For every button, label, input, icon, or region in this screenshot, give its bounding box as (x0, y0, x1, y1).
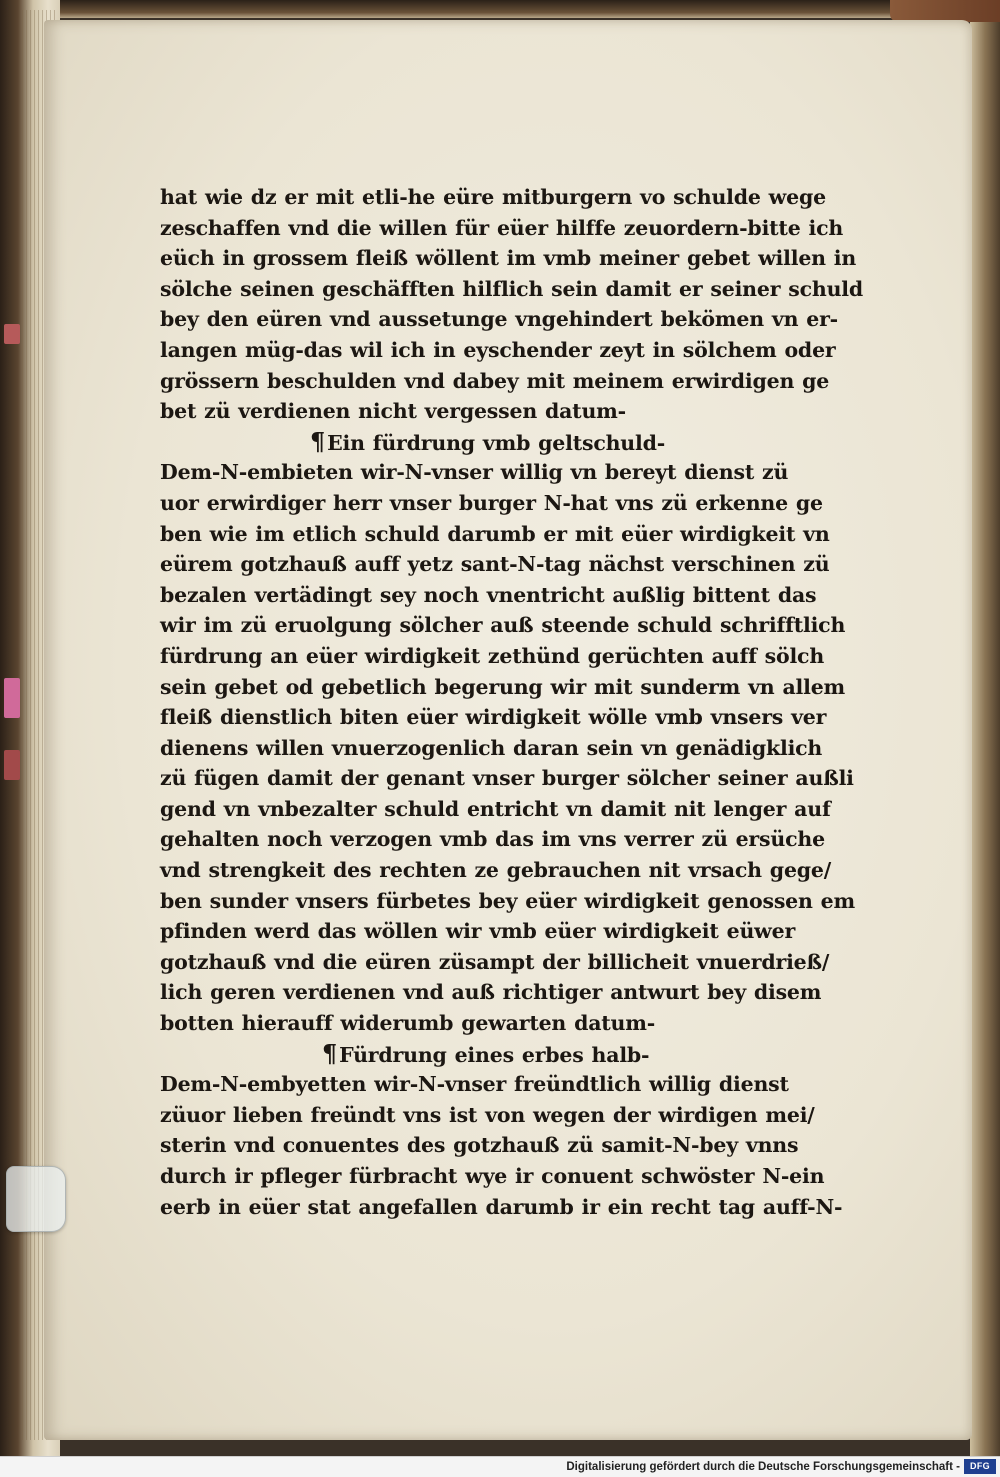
text-line: Dem-N-embyetten wir-N-vnser freündtlich willig dienst (160, 1072, 789, 1097)
text-line: ben sunder vnsers fürbetes bey eüer wirdigkeit genossen em (160, 888, 855, 913)
book-top-edge (0, 0, 1000, 18)
text-line: hat wie dz er mit etli-he eüre mitburgern vo schulde wege (160, 185, 826, 209)
text-line: gehalten noch verzogen vmb das im vns verrer zü ersüche (160, 827, 825, 852)
text-line: fürdrung an eüer wirdigkeit zethünd gerüchten auff sölch (160, 643, 825, 668)
plastic-page-clip (6, 1166, 66, 1232)
text-line: eüch in grossem fleiß wöllent im vmb meiner gebet willen in (160, 246, 857, 271)
page-marker-tab (4, 324, 20, 344)
text-line: sterin vnd conuentes des gotzhauß zü samit-N-bey vnns (160, 1133, 799, 1158)
text-line: gend vn vnbezalter schuld entricht vn damit nit lenger auf (160, 796, 831, 821)
section-heading-text: Fürdrung eines erbes halb- (339, 1042, 650, 1067)
text-line: durch ir pfleger fürbracht wye ir conuent schwöster N-ein (160, 1164, 825, 1188)
funding-credit: Digitalisierung gefördert durch die Deutsche Forschungsgemeinschaft - (566, 1461, 960, 1473)
text-line: bey den eüren vnd aussetunge vngehindert bekömen vn er- (160, 307, 838, 332)
text-line: bezalen vertädingt sey noch vnentricht außlig bittent das (160, 582, 817, 607)
section-heading (160, 1039, 880, 1070)
text-line: botten hierauff widerumb gewarten datum- (160, 1011, 656, 1036)
text-line: eerb in eüer stat angefallen darumb ir ein recht tag auff-N- (160, 1194, 843, 1219)
pilcrow-icon: ¶ (310, 426, 326, 456)
pilcrow-icon: ¶ (322, 1038, 338, 1068)
text-line: dienens willen vnuerzogenlich daran sein vn genädigklich (160, 735, 823, 760)
text-line: sein gebet od gebetlich begerung wir mit sunderm vn allem (160, 674, 846, 699)
text-line: vnd strengkeit des rechten ze gebrauchen nit vrsach gege/ (160, 858, 832, 883)
text-line: uor erwirdiger herr vnser burger N-hat vns zü erkenne ge (160, 490, 823, 515)
text-line: wir im zü eruolgung sölcher auß steende schuld schrifftlich (160, 613, 846, 638)
text-line: züuor lieben freündt vns ist von wegen der wirdigen mei/ (160, 1102, 815, 1127)
text-line: ben wie im etlich schuld darumb er mit eüer wirdigkeit vn (160, 521, 830, 546)
text-line: Dem-N-embieten wir-N-vnser willig vn bereyt dienst zü (160, 460, 789, 485)
text-line: fleiß dienstlich biten eüer wirdigkeit wölle vmb vnsers ver (160, 705, 827, 730)
text-line: zeschaffen vnd die willen für eüer hilffe zeuordern-bitte ich (160, 215, 844, 240)
printed-text-block (160, 182, 880, 1222)
text-line: zü fügen damit der genant vnser burger sölcher seiner außli (160, 766, 854, 791)
page-marker-tab (4, 750, 20, 780)
text-line: grössern beschulden vnd dabey mit meinem erwirdigen ge (160, 368, 830, 393)
section-heading (160, 427, 880, 458)
page-marker-tab (4, 678, 20, 718)
text-line: eürem gotzhauß auff yetz sant-N-tag nächst verschinen zü (160, 552, 830, 577)
section-heading-text: Ein fürdrung vmb geltschuld- (327, 430, 666, 455)
text-line: langen müg-das wil ich in eyschender zeyt in sölchem oder (160, 337, 836, 362)
dfg-logo-icon: DFG (964, 1459, 996, 1474)
book-binding-corner (890, 0, 1000, 22)
text-line: gotzhauß vnd die eüren züsampt der billicheit vnuerdrieß/ (160, 949, 830, 974)
text-line: bet zü verdienen nicht vergessen datum- (160, 399, 626, 424)
text-line: sölche seinen geschäfften hilflich sein damit er seiner schuld (160, 276, 864, 301)
text-line: pfinden werd das wöllen wir vmb eüer wirdigkeit eüwer (160, 919, 796, 944)
footer-bar (0, 1456, 1000, 1477)
book-right-edge (970, 0, 1000, 1456)
text-line: lich geren verdienen vnd auß richtiger antwurt bey disem (160, 980, 822, 1005)
